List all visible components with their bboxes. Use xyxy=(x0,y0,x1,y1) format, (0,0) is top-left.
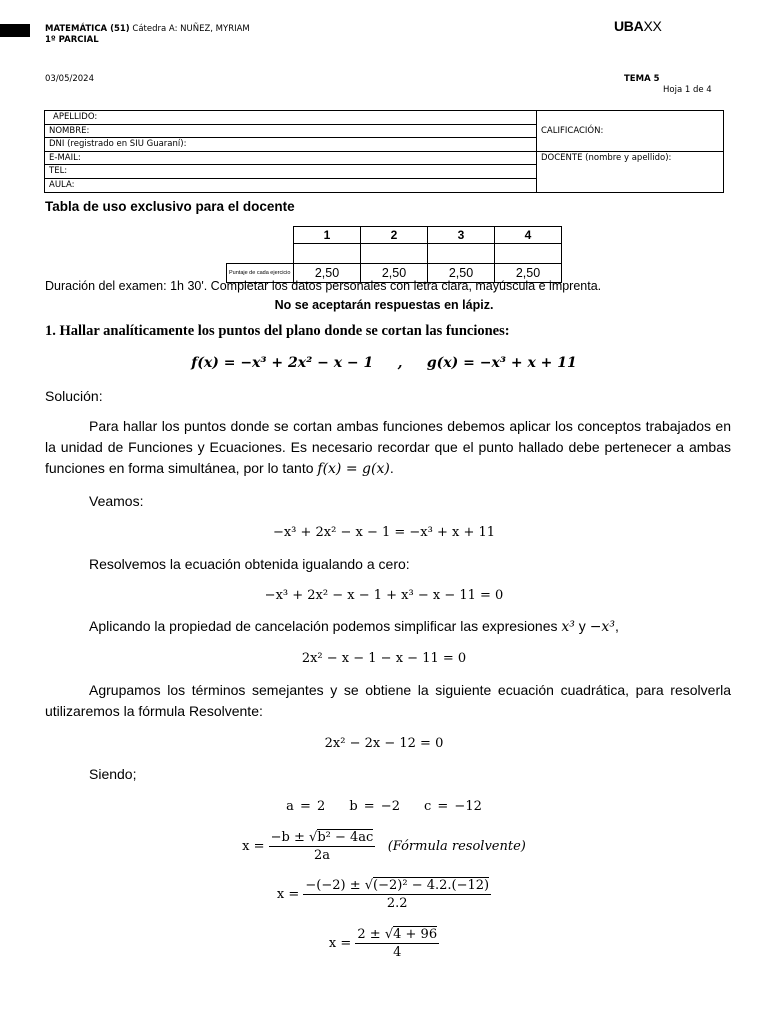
uba-logo xyxy=(614,18,662,34)
score-row-label: Puntaje de cada ejercicio xyxy=(227,264,294,283)
teacher-score-table xyxy=(226,226,562,283)
solution-label: Solución: xyxy=(45,388,103,404)
grade-cell-4[interactable] xyxy=(495,244,562,264)
equation-3: 2x² − x − 1 − x − 11 = 0 xyxy=(301,651,467,666)
question-functions: f(x) = −x³ + 2x² − x − 1 , g(x) = −x³ + x + 11 xyxy=(191,355,577,371)
aplicando-text: Aplicando la propiedad de cancelación podemos simplificar las expresiones x³ y −x³, xyxy=(89,618,619,635)
chair-name: Cátedra A: NUÑEZ, MYRIAM xyxy=(132,24,250,34)
exam-name: 1º PARCIAL xyxy=(45,35,99,45)
student-data-table xyxy=(44,110,724,193)
email-field[interactable]: E-MAIL: xyxy=(45,151,537,165)
equation-4: 2x² − 2x − 12 = 0 xyxy=(324,736,444,751)
equation-1: −x³ + 2x² − x − 1 = −x³ + x + 11 xyxy=(272,525,496,540)
formula-note: (Fórmula resolvente) xyxy=(387,839,526,854)
duration-instructions: Duración del examen: 1h 30'. Completar los datos personales con letra clara, mayúscula e imprenta. xyxy=(45,279,602,293)
logo-suffix: XX xyxy=(643,18,662,34)
no-pencil-notice: No se aceptarán respuestas en lápiz. xyxy=(274,298,494,312)
logo-main: UBA xyxy=(614,18,644,34)
equation-2: −x³ + 2x² − x − 1 + x³ − x − 11 = 0 xyxy=(264,588,504,603)
dni-field[interactable]: DNI (registrado en SIU Guaraní): xyxy=(45,138,537,152)
tel-field[interactable]: TEL: xyxy=(45,165,537,179)
coefficients xyxy=(0,796,768,817)
coef-b: b = −2 xyxy=(349,799,400,814)
score-col-3: 3 xyxy=(428,227,495,244)
aula-field[interactable]: AULA: xyxy=(45,178,537,192)
intro-equation: f(x) = g(x) xyxy=(317,461,390,477)
score-col-4: 4 xyxy=(495,227,562,244)
calificacion-field[interactable]: CALIFICACIÓN: xyxy=(537,111,724,152)
score-value-1: 2,50 xyxy=(294,264,361,283)
sheet-number: Hoja 1 de 4 xyxy=(663,85,712,95)
question-statement: 1. Hallar analíticamente los puntos del plano donde se cortan las funciones: xyxy=(45,323,510,339)
score-value-2: 2,50 xyxy=(361,264,428,283)
formula-substitution: x = $\frac{\text{−(−2) ± √(−2)² − 4.2.(−12)}}{2.2}$ xyxy=(276,878,490,911)
resolvemos-text: Resolvemos la ecuación obtenida igualando a cero: xyxy=(89,556,410,572)
coef-a: a = 2 xyxy=(286,799,326,814)
course-name: MATEMÁTICA (51) xyxy=(45,24,130,34)
course-header xyxy=(45,24,250,35)
coef-c: c = −12 xyxy=(423,799,482,814)
formula-resolvente: x = $\frac{\text{−b ± √b² − 4ac}}{2a}$ (Fórmula resolvente) xyxy=(242,830,526,863)
apellido-field[interactable]: APELLIDO: xyxy=(45,111,537,125)
score-value-4: 2,50 xyxy=(495,264,562,283)
tema-label: TEMA 5 xyxy=(624,74,660,84)
veamos-text: Veamos: xyxy=(89,493,144,509)
agrupamos-text: Agrupamos los términos semejantes y se obtiene la siguiente ecuación cuadrática, para resolverla utilizaremos la fórmula Resolvente: xyxy=(45,682,731,719)
black-margin-bar xyxy=(0,24,30,37)
solution-intro: Para hallar los puntos donde se cortan ambas funciones debemos aplicar los conceptos trabajados en la unidad de Funciones y Ecuaciones. Es necesario recordar que el punto hallado debe pertenecer a ambas funciones en forma simultánea, por lo tanto f(x) = g(x). xyxy=(45,418,731,477)
grade-cell-2[interactable] xyxy=(361,244,428,264)
grade-cell-1[interactable] xyxy=(294,244,361,264)
siendo-text: Siendo; xyxy=(89,766,137,782)
teacher-table-title: Tabla de uso exclusivo para el docente xyxy=(45,199,295,214)
exam-date: 03/05/2024 xyxy=(45,74,94,84)
score-col-1: 1 xyxy=(294,227,361,244)
nombre-field[interactable]: NOMBRE: xyxy=(45,124,537,138)
score-value-3: 2,50 xyxy=(428,264,495,283)
docente-field[interactable]: DOCENTE (nombre y apellido): xyxy=(537,151,724,192)
grade-cell-3[interactable] xyxy=(428,244,495,264)
formula-simplified: x = $\frac{2 \pm √4 + 96}{4}$ xyxy=(328,927,438,960)
score-col-2: 2 xyxy=(361,227,428,244)
